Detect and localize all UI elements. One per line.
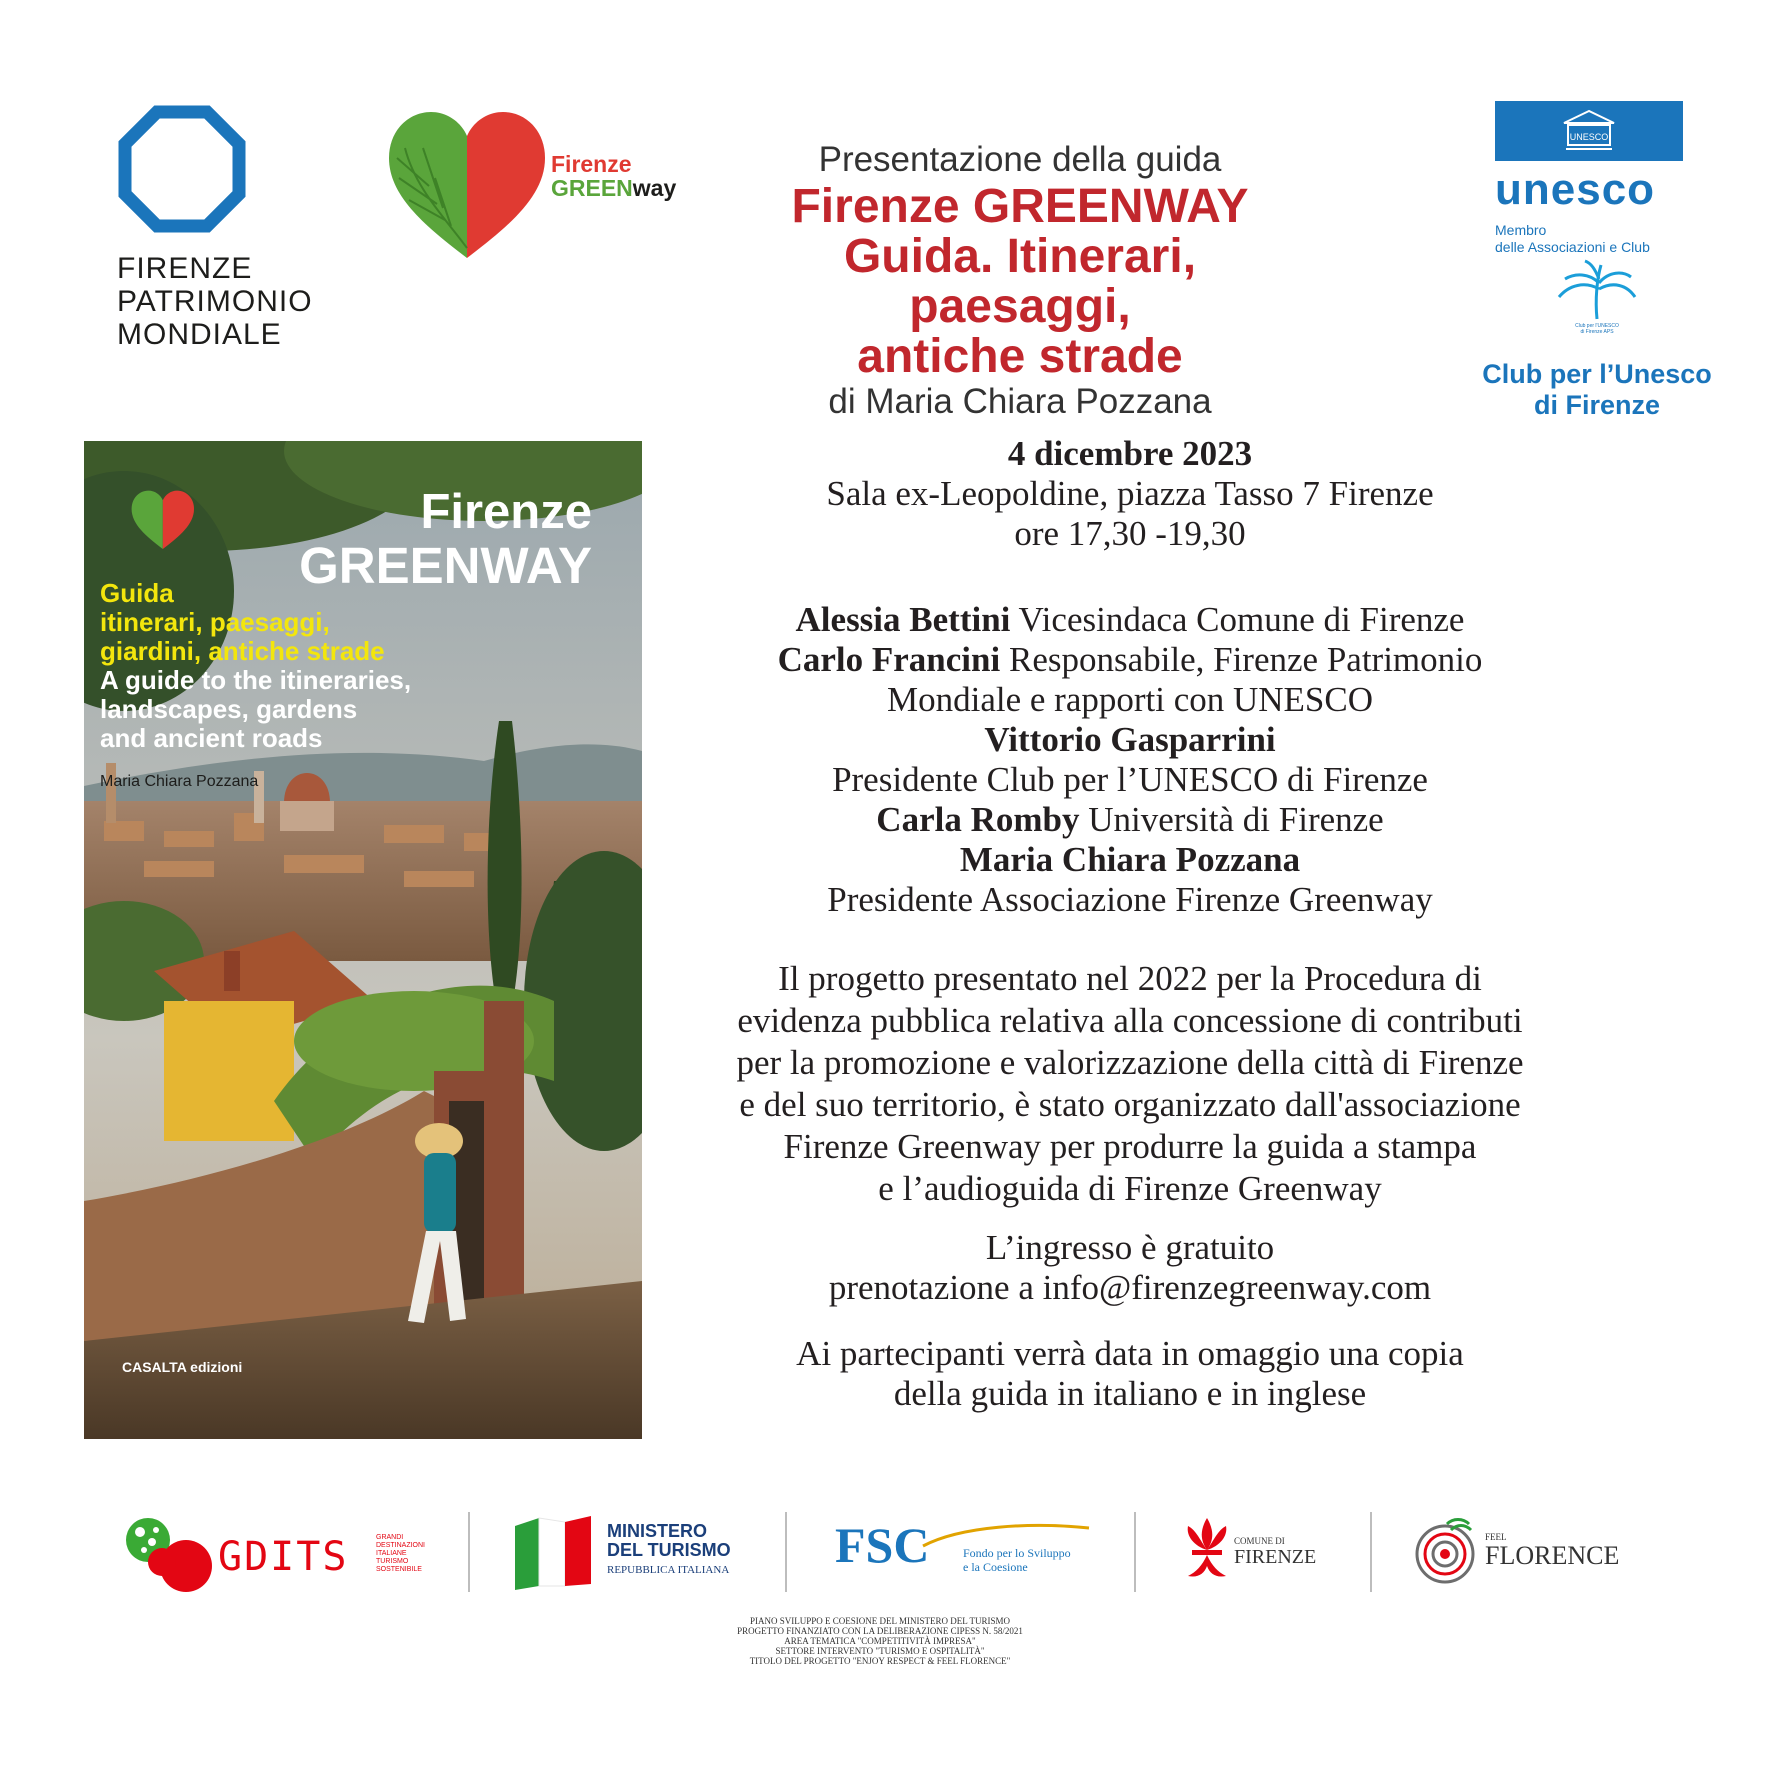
speaker-3-role: Presidente Club per l’UNESCO di Firenze <box>832 760 1428 799</box>
palm-icon <box>1555 259 1639 321</box>
greenway-logo-greenway <box>551 176 676 200</box>
event-venue: Sala ex-Leopoldine, piazza Tasso 7 Firenze <box>826 474 1434 513</box>
italian-flag-icon <box>513 1514 593 1590</box>
title-author: di Maria Chiara Pozzana <box>828 382 1212 421</box>
speaker-2-role: Responsabile, Firenze Patrimonio <box>1000 640 1483 679</box>
cover-title-2: GREENWAY <box>299 537 592 594</box>
event-time: ore 17,30 -19,30 <box>1014 514 1246 553</box>
fleur-de-lis-icon <box>1182 1516 1232 1584</box>
unesco-club-2: di Firenze <box>1533 390 1661 420</box>
gdits-sub-2: DESTINAZIONI <box>376 1542 426 1549</box>
funding-note <box>640 1616 1120 1666</box>
gift-line-2: della guida in italiano e in inglese <box>893 1374 1367 1413</box>
speaker-1 <box>650 600 1610 640</box>
event-date: 4 dicembre 2023 <box>1007 434 1253 473</box>
speaker-1-name: Alessia Bettini <box>795 600 1011 639</box>
cover-sub-en-1: A guide to the itineraries, <box>100 665 412 695</box>
book-cover <box>84 441 642 1439</box>
gdits-name: GDITS <box>218 1534 349 1580</box>
speaker-5-role: Presidente Associazione Firenze Greenway <box>827 880 1433 919</box>
project-line-6: e l’audioguida di Firenze Greenway <box>878 1169 1382 1208</box>
unesco-club-mini-2: di Firenze APS <box>1580 329 1614 335</box>
admission-line-1: L’ingresso è gratuito <box>985 1228 1275 1267</box>
fsc-abbr: FSC <box>835 1517 930 1573</box>
gdits-sub-1: GRANDI <box>376 1534 404 1541</box>
fpm-line-1: FIRENZE <box>117 252 253 285</box>
comune-line-1: COMUNE DI <box>1234 1536 1285 1546</box>
cover-author: Maria Chiara Pozzana <box>100 773 259 790</box>
footer-divider-1 <box>468 1512 470 1592</box>
unesco-logo <box>1482 101 1715 431</box>
fpm-line-3: MONDIALE <box>117 318 282 351</box>
unesco-membro-1: Membro <box>1495 222 1547 238</box>
speaker-2-name: Carlo Francini <box>777 640 1001 679</box>
feel-line-1: FEEL <box>1485 1532 1507 1542</box>
octagon-icon <box>117 104 247 234</box>
gdits-logo <box>122 1512 452 1594</box>
unesco-emblem-text: UNESCO <box>1569 132 1609 142</box>
cover-sub-it-1: Guida <box>100 578 174 608</box>
cover-sub-it-2: itinerari, paesaggi, <box>100 607 330 637</box>
project-line-4: e del suo territorio, è stato organizzato dall'associazione <box>739 1085 1521 1124</box>
speaker-3-name: Vittorio Gasparrini <box>984 720 1276 759</box>
title-main-1: Firenze GREENWAY <box>791 180 1249 233</box>
funding-line-2: PROGETTO FINANZIATO CON LA DELIBERAZIONE CIPESS N. 58/2021 <box>737 1626 1023 1636</box>
fsc-line-1: Fondo per lo Sviluppo <box>963 1546 1071 1560</box>
unesco-wordmark: unesco <box>1495 165 1656 214</box>
ministero-line-3: REPUBBLICA ITALIANA <box>607 1564 730 1576</box>
comune-line-2: FIRENZE <box>1234 1546 1317 1568</box>
gift-line-1: Ai partecipanti verrà data in omaggio una copia <box>796 1334 1464 1373</box>
speaker-4-name: Carla Romby <box>876 800 1080 839</box>
gdits-dots-icon <box>122 1512 214 1594</box>
cover-sub-en-3: and ancient roads <box>100 723 323 753</box>
feel-florence-logo <box>1413 1516 1623 1588</box>
speaker-4 <box>650 800 1610 840</box>
greenway-logo <box>385 108 715 268</box>
ministero-line-2: DEL TURISMO <box>607 1540 731 1560</box>
gdits-sub-5: SOSTENIBILE <box>376 1566 422 1573</box>
speaker-5-name: Maria Chiara Pozzana <box>959 840 1301 879</box>
funding-line-1: PIANO SVILUPPO E COESIONE DEL MINISTERO DEL TURISMO <box>750 1616 1010 1626</box>
project-line-1: Il progetto presentato nel 2022 per la Procedura di <box>778 959 1482 998</box>
gdits-sub-3: ITALIANE <box>376 1550 407 1557</box>
heart-leaf-icon <box>385 108 550 263</box>
footer-divider-4 <box>1370 1512 1372 1592</box>
unesco-club-mini-1: Club per l'UNESCO <box>1575 323 1619 329</box>
feel-line-2: FLORENCE <box>1485 1541 1620 1570</box>
project-paragraph <box>620 958 1640 1210</box>
fsc-line-2: e la Coesione <box>963 1560 1028 1574</box>
speaker-4-role: Università di Firenze <box>1079 800 1384 839</box>
greenway-logo-green: GREEN <box>551 175 633 201</box>
greenway-logo-firenze: Firenze <box>551 151 632 177</box>
footer-divider-2 <box>785 1512 787 1592</box>
project-line-5: Firenze Greenway per produrre la guida a stampa <box>783 1127 1477 1166</box>
cover-title-1: Firenze <box>420 485 592 539</box>
footer-divider-3 <box>1134 1512 1136 1592</box>
funding-line-5: TITOLO DEL PROGETTO "ENJOY RESPECT & FEEL FLORENCE" <box>749 1656 1011 1666</box>
greenway-logo-way: way <box>632 175 677 201</box>
fsc-logo <box>835 1516 1095 1586</box>
cover-publisher: CASALTA edizioni <box>122 1359 243 1375</box>
speaker-2-role-2: Mondiale e rapporti con UNESCO <box>886 680 1374 719</box>
title-block <box>740 140 1300 422</box>
unesco-emblem <box>1495 101 1683 161</box>
speakers <box>650 600 1610 920</box>
title-main-2: Guida. Itinerari, paesaggi, <box>843 230 1197 333</box>
feel-florence-rings-icon <box>1413 1516 1483 1586</box>
funding-line-3: AREA TEMATICA "COMPETITIVITÀ IMPRESA" <box>784 1636 976 1646</box>
speaker-1-role: Vicesindaca Comune di Firenze <box>1010 600 1465 639</box>
title-main-3: antiche strade <box>857 330 1183 383</box>
booking-email[interactable]: prenotazione a info@firenzegreenway.com <box>828 1268 1432 1307</box>
project-line-2: evidenza pubblica relativa alla concessione di contributi <box>737 1001 1523 1040</box>
gdits-sub-4: TURISMO <box>376 1558 409 1565</box>
unesco-club-1: Club per l’Unesco <box>1482 359 1712 389</box>
cover-sub-it-3: giardini, antiche strade <box>100 636 385 666</box>
comune-firenze-logo <box>1182 1516 1342 1586</box>
event-details <box>650 434 1610 554</box>
ministero-line-1: MINISTERO <box>607 1521 708 1541</box>
fpm-line-2: PATRIMONIO <box>117 285 313 318</box>
ministero-logo <box>513 1512 753 1592</box>
unesco-membro-2: delle Associazioni e Club <box>1495 239 1650 255</box>
gift-note <box>650 1334 1610 1414</box>
title-intro: Presentazione della guida <box>818 140 1222 179</box>
temple-icon <box>1562 109 1616 153</box>
project-line-3: per la promozione e valorizzazione della città di Firenze <box>736 1043 1524 1082</box>
fpm-logo <box>115 104 345 354</box>
admission <box>650 1228 1610 1308</box>
speaker-2 <box>650 640 1610 680</box>
funding-line-4: SETTORE INTERVENTO "TURISMO E OSPITALITÀ" <box>775 1646 985 1656</box>
cover-sub-en-2: landscapes, gardens <box>100 694 358 724</box>
